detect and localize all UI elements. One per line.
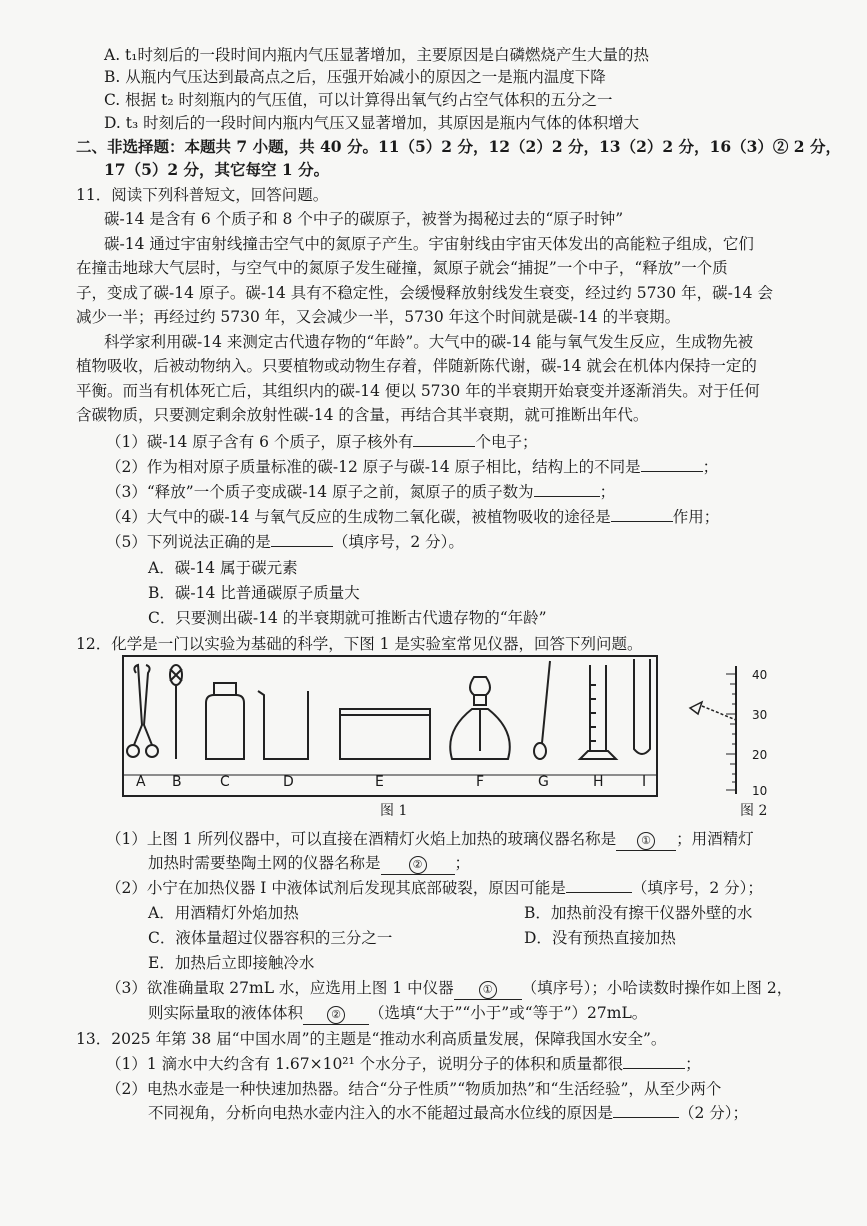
q12-sub1-tail2: ； [454,854,471,872]
instrument-label-g: G [538,774,549,790]
q12-sub1-blank1[interactable] [616,830,676,851]
instrument-label-h: H [593,774,604,790]
q12-option-a: A．用酒精灯外焰加热 [148,904,299,922]
q11-sub4 [106,506,719,528]
q12-sub2-tail: （填序号，2 分）； [631,879,763,897]
q12-option-e: E．加热后立即接触冷水 [148,954,315,972]
q11-title: 11．阅读下列科普短文，回答问题。 [76,186,329,204]
section2-header-line1: 二、非选择题：本题共 7 小题，共 40 分。11（5）2 分，12（2）2 分，13（2）2 分，16（3）② 2 分， [76,137,841,156]
q12-sub1-line1 [106,828,754,851]
q12-sub2 [106,877,763,899]
q12-sub1-tail: ；用酒精灯 [676,830,754,848]
reagent-bottle-icon [206,683,244,759]
q12-sub3-text: （3）欲准确量取 27mL 水，应选用上图 1 中仪器 [106,979,454,997]
prev-option-d: D. t₃ 时刻后的一段时间内瓶内气压又显著增加，其原因是瓶内气体的体积增大 [104,114,640,132]
section2-header-line2: 17（5）2 分，其它每空 1 分。 [104,160,330,179]
prev-option-c: C. 根据 t₂ 时刻瓶内的气压值，可以计算得出氧气约占空气体积的五分之一 [104,91,613,109]
q11-option-b: B．碳-14 比普通碳原子质量大 [148,584,360,602]
q13-sub2-tail: （2 分）； [679,1104,749,1122]
water-trough-icon [340,709,430,759]
q12-sub2-blank[interactable] [566,877,632,893]
eye-icon [690,702,736,720]
alcohol-lamp-icon [450,677,510,759]
q13-sub2-line1: （2）电热水壶是一种快速加热器。结合“分子性质”“物质加热”和“生活经验”，从至少两个 [106,1080,722,1098]
q11-para-line: 碳-14 是含有 6 个质子和 8 个中子的碳原子，被誉为揭秘过去的“原子时钟” [104,210,624,228]
q11-para-line: 子，变成了碳-14 原子。碳-14 具有不稳定性，会缓慢释放射线发生衰变，经过约 5730 年，碳-14 会 [76,284,773,302]
q12-option-b: B．加热前没有擦干仪器外壁的水 [524,904,753,922]
q12-sub3-tail2: （选填“大于”“小于”或“等于”）27mL。 [369,1004,648,1022]
q11-sub3-blank[interactable] [534,481,600,497]
q13-sub1 [106,1053,701,1075]
q13-sub2-line2 [148,1102,748,1124]
q11-sub4-blank[interactable] [611,506,673,522]
q13-title: 13．2025 年第 38 届“中国水周”的主题是“推动水利高质量发展，保障我国水安全”。 [76,1030,667,1048]
q11-sub5-blank[interactable] [271,531,333,547]
scale-label-30: 30 [752,708,768,722]
q11-sub2 [106,456,718,478]
q11-sub2-tail: ； [702,458,719,476]
prev-option-b: B. 从瓶内气压达到最高点之后，压强开始减小的原因之一是瓶内温度下降 [104,68,606,86]
q11-sub2-blank[interactable] [641,456,703,472]
q11-sub1-blank[interactable] [413,431,475,447]
test-tube-brush-icon [170,665,182,759]
crucible-tongs-icon [127,665,158,757]
q11-para-line: 科学家利用碳-14 来测定古代遗存物的“年龄”。大气中的碳-14 能与氧气发生反应，生成物先被 [104,333,754,351]
q11-para-line: 植物吸收，后被动物纳入。只要植物或动物生存着，伴随新陈代谢，碳-14 就会在机体内保持一定的 [76,357,757,375]
q11-sub5-tail: （填序号，2 分）。 [332,533,464,551]
test-tube-icon [634,659,650,754]
beaker-icon [258,691,308,759]
q12-sub3-blank1[interactable] [454,979,522,1000]
q12-option-d: D．没有预热直接加热 [524,929,676,947]
q12-option-c: C．液体量超过仪器容积的三分之一 [148,929,393,947]
blank-marker-2: ② [327,1006,345,1024]
q13-sub1-text: （1）1 滴水中大约含有 1.67×10²¹ 个水分子，说明分子的体积和质量都很 [106,1055,624,1073]
q13-sub2-text: 不同视角，分析向电热水壶内注入的水不能超过最高水位线的原因是 [148,1104,614,1122]
q12-sub3-tail: （填序号）；小哈读数时操作如上图 2， [521,979,793,997]
scale-label-40: 40 [752,668,768,682]
instrument-label-f: F [476,774,485,790]
q11-sub5-text: （5）下列说法正确的是 [106,533,271,551]
scale-label-20: 20 [752,748,768,762]
q11-para-line: 含碳物质，只要测定剩余放射性碳-14 的含量，再结合其半衰期，就可推断出年代。 [76,406,649,424]
q13-sub2-blank[interactable] [613,1102,679,1118]
instrument-label-b: B [172,774,182,790]
q12-title: 12．化学是一门以实验为基础的科学，下图 1 是实验室常见仪器，回答下列问题。 [76,635,643,653]
q12-sub3-line2 [148,1002,647,1025]
instrument-label-e: E [375,774,384,790]
q12-sub2-text: （2）小宁在加热仪器 I 中液体试剂后发现其底部破裂，原因可能是 [106,879,566,897]
q12-sub3-line1 [106,977,792,1000]
q11-sub1 [106,431,537,453]
q11-sub1-text: （1）碳-14 原子含有 6 个质子，原子核外有 [106,433,414,451]
figure2-reading-cylinder [684,662,764,798]
q13-sub1-tail: ； [685,1055,701,1073]
q11-para-line: 平衡。而当有机体死亡后，其组织内的碳-14 便以 5730 年的半衰期开始衰变并逐渐消失。对于任何 [76,382,760,400]
q11-para-line: 在撞击地球大气层时，与空气中的氮原子发生碰撞，氮原子就会“捕捉”一个中子，“释放”一个质 [76,259,728,277]
q12-sub1-text: （1）上图 1 所列仪器中，可以直接在酒精灯火焰上加热的玻璃仪器名称是 [106,830,617,848]
spatula-icon [534,661,550,759]
q11-sub4-tail: 作用； [672,508,720,526]
q12-sub1-line2 [148,852,470,875]
blank-marker-1: ① [637,832,655,850]
graduated-cylinder-icon [580,665,616,759]
q12-sub1-text2: 加热时需要垫陶土网的仪器名称是 [148,854,381,872]
q11-sub1-tail: 个电子； [475,433,538,451]
q12-sub3-text2: 则实际量取的液体体积 [148,1004,304,1022]
figure1-caption: 图 1 [380,803,408,819]
q11-sub2-text: （2）作为相对原子质量标准的碳-12 原子与碳-14 原子相比，结构上的不同是 [106,458,641,476]
instrument-label-c: C [220,774,230,790]
instrument-label-a: A [136,774,146,790]
q11-sub3 [106,481,615,503]
figure1-lab-instruments [122,655,658,797]
blank-marker-2: ② [409,856,427,874]
q11-option-c: C．只要测出碳-14 的半衰期就可推断古代遗存物的“年龄” [148,609,547,627]
instrument-label-i: I [642,774,647,790]
q11-sub3-text: （3）“释放”一个质子变成碳-14 原子之前，氮原子的质子数为 [106,483,534,501]
q11-sub3-tail: ； [599,483,616,501]
instrument-label-d: D [283,774,294,790]
prev-option-a: A. t₁时刻后的一段时间内瓶内气压显著增加，主要原因是白磷燃烧产生大量的热 [104,46,649,64]
q11-sub5 [106,531,464,553]
blank-marker-1: ① [479,981,497,999]
q11-para-line: 碳-14 通过宇宙射线撞击空气中的氮原子产生。宇宙射线由宇宙天体发出的高能粒子组成，它们 [104,235,754,253]
scale-label-10: 10 [752,784,768,798]
figure2-caption: 图 2 [740,803,768,819]
q12-sub3-blank2[interactable] [303,1004,369,1025]
q12-sub1-blank2[interactable] [381,854,455,875]
q11-para-line: 减少一半；再经过约 5730 年，又会减少一半，5730 年这个时间就是碳-14 的半衰期。 [76,308,681,326]
q11-sub4-text: （4）大气中的碳-14 与氧气反应的生成物二氧化碳，被植物吸收的途径是 [106,508,611,526]
q11-option-a: A．碳-14 属于碳元素 [148,559,298,577]
q13-sub1-blank[interactable] [623,1053,685,1069]
